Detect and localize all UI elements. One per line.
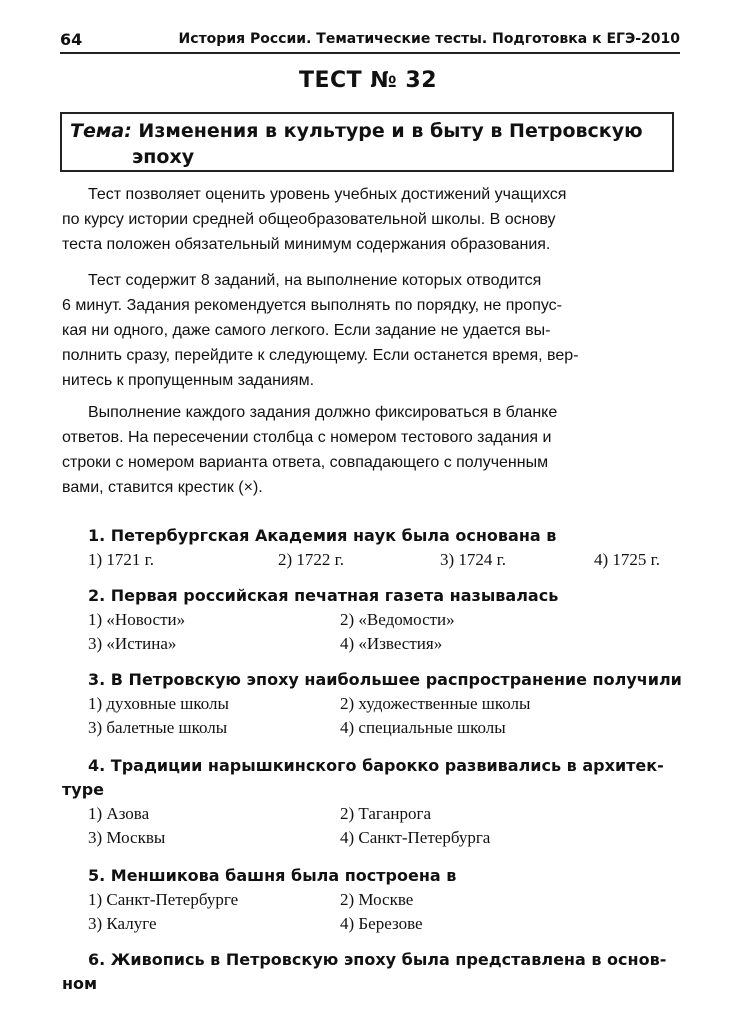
text-line: Тест содержит 8 заданий, на выполнение которых отводится [88, 272, 542, 289]
answer-option: 3) Калуге [88, 914, 157, 933]
question-5: 5. Меншикова башня была построена в [88, 866, 457, 885]
question-2: 2. Первая российская печатная газета называлась [88, 586, 559, 605]
text-line: вами, ставится крестик (×). [62, 479, 263, 496]
question-1: 1. Петербургская Академия наук была основана в [88, 526, 557, 545]
answer-option: 4) Березове [340, 914, 423, 933]
page-number: 64 [60, 30, 83, 49]
running-header [60, 30, 680, 54]
answer-option: 1) Санкт-Петербурге [88, 890, 239, 909]
topic-line-2: эпоху [132, 146, 195, 168]
text-line: 6 минут. Задания рекомендуется выполнять по порядку, не пропус- [62, 297, 562, 314]
text-line: ответов. На пересечении столбца с номером тестового задания и [62, 429, 552, 446]
topic-text-1: Изменения в культуре и в быту в Петровскую [138, 120, 643, 142]
text-line: нитесь к пропущенным заданиям. [62, 372, 315, 389]
answer-option: 4) специальные школы [340, 718, 506, 737]
intro-paragraph-1 [62, 182, 676, 257]
intro-paragraph-3 [62, 400, 676, 500]
answer-option: 2) художественные школы [340, 694, 531, 713]
answer-option: 2) Москве [340, 890, 414, 909]
text-line: по курсу истории средней общеобразовательной школы. В основу [62, 211, 556, 228]
running-title: История России. Тематические тесты. Подготовка к ЕГЭ-2010 [178, 31, 680, 47]
answer-option: 2) Таганрога [340, 804, 432, 823]
answer-option: 4) Санкт-Петербурга [340, 828, 491, 847]
question-6: 6. Живопись в Петровскую эпоху была представлена в основ- [88, 950, 667, 969]
answer-option: 3) Москвы [88, 828, 166, 847]
text-line: полнить сразу, перейдите к следующему. Если останется время, вер- [62, 347, 579, 364]
answer-option: 1) 1721 г. [88, 550, 154, 569]
text-line: теста положен обязательный минимум содержания образования. [62, 236, 551, 253]
topic-line-1 [70, 120, 643, 142]
answer-option: 1) духовные школы [88, 694, 229, 713]
answer-option: 3) балетные школы [88, 718, 228, 737]
text-line: Выполнение каждого задания должно фиксироваться в бланке [88, 404, 558, 421]
answer-option: 2) «Ведомости» [340, 610, 455, 629]
intro-paragraph-2 [62, 268, 676, 393]
question-6-continued: ном [62, 974, 98, 993]
question-4: 4. Традиции нарышкинского барокко развивались в архитек- [88, 756, 664, 775]
text-line: кая ни одного, даже самого легкого. Если задание не удается вы- [62, 322, 551, 339]
test-title: ТЕСТ № 32 [298, 68, 438, 93]
answer-option: 4) 1725 г. [594, 550, 660, 569]
topic-box [60, 112, 674, 172]
answer-option: 2) 1722 г. [278, 550, 344, 569]
answer-option: 3) 1724 г. [440, 550, 506, 569]
answer-option: 1) Азова [88, 804, 150, 823]
answer-option: 1) «Новости» [88, 610, 186, 629]
answer-option: 4) «Известия» [340, 634, 443, 653]
text-line: Тест позволяет оценить уровень учебных достижений учащихся [88, 186, 567, 203]
question-4-continued: туре [62, 780, 105, 799]
topic-label: Тема: [70, 120, 132, 142]
question-3: 3. В Петровскую эпоху наибольшее распространение получили [88, 670, 682, 689]
answer-option: 3) «Истина» [88, 634, 177, 653]
text-line: строки с номером варианта ответа, совпадающего с полученным [62, 454, 549, 471]
